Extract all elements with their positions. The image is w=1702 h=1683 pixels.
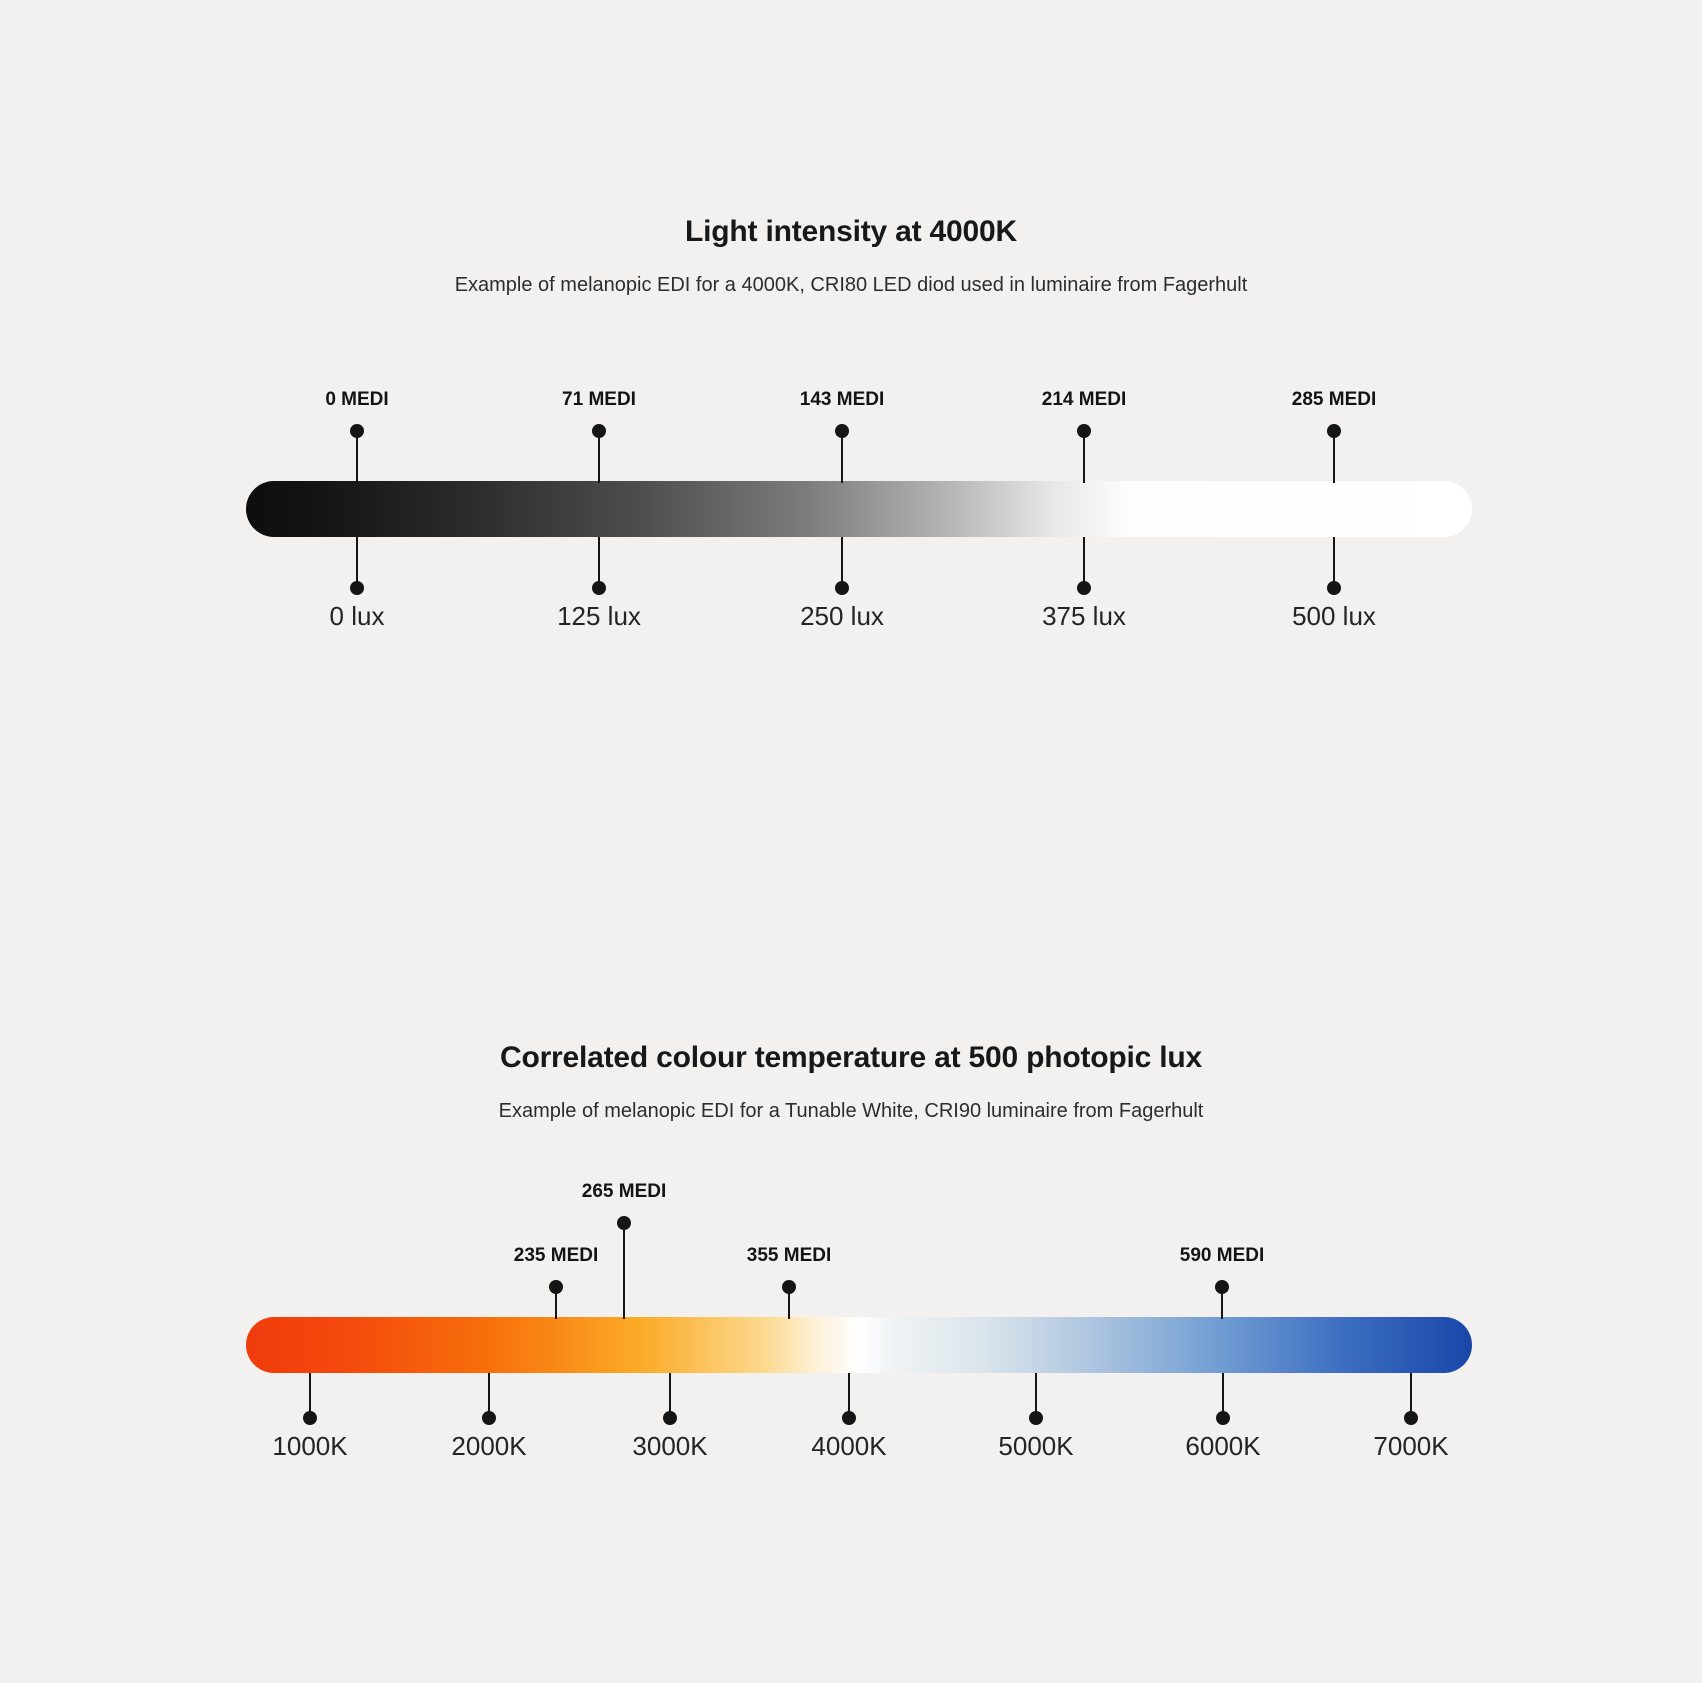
- marker-stem: [1083, 435, 1085, 483]
- cct-gradient-bar: [246, 1317, 1472, 1373]
- marker-dot-icon: [482, 1411, 496, 1425]
- marker-stem: [488, 1373, 490, 1415]
- cct-medi-label-2: 265 MEDI: [581, 1180, 667, 1202]
- chart-title-cct: Correlated colour temperature at 500 photopic lux: [499, 1040, 1203, 1074]
- chart-subtitle-cct: Example of melanopic EDI for a Tunable White, CRI90 luminaire from Fagerhult: [498, 1099, 1204, 1122]
- marker-dot-icon: [1327, 581, 1341, 595]
- chart-correlated-colour-temperature: [0, 1016, 1702, 1535]
- cct-kelvin-label-3: 3000K: [632, 1430, 708, 1461]
- marker-stem: [848, 1373, 850, 1415]
- cct-medi-label-3: 355 MEDI: [746, 1244, 832, 1266]
- intensity-medi-label-4: 214 MEDI: [1041, 388, 1127, 410]
- intensity-gradient-bar: [246, 481, 1472, 537]
- marker-dot-icon: [1216, 1411, 1230, 1425]
- cct-scale-area: [0, 1175, 1702, 1535]
- marker-stem: [1333, 537, 1335, 585]
- intensity-lux-label-4: 375 lux: [1042, 600, 1126, 631]
- intensity-medi-label-2: 71 MEDI: [562, 388, 636, 410]
- marker-stem: [841, 537, 843, 585]
- intensity-lux-label-1: 0 lux: [329, 600, 385, 631]
- marker-stem: [1221, 1287, 1223, 1319]
- marker-dot-icon: [1077, 581, 1091, 595]
- marker-stem: [841, 435, 843, 483]
- marker-stem: [1222, 1373, 1224, 1415]
- cct-kelvin-label-1: 1000K: [272, 1430, 348, 1461]
- cct-kelvin-label-2: 2000K: [451, 1430, 527, 1461]
- intensity-lux-label-5: 500 lux: [1292, 600, 1376, 631]
- marker-stem: [1333, 435, 1335, 483]
- marker-dot-icon: [1404, 1411, 1418, 1425]
- chart-light-intensity: [0, 190, 1702, 679]
- marker-dot-icon: [303, 1411, 317, 1425]
- marker-stem: [598, 537, 600, 585]
- marker-stem: [555, 1287, 557, 1319]
- intensity-medi-label-5: 285 MEDI: [1291, 388, 1377, 410]
- intensity-medi-label-3: 143 MEDI: [799, 388, 885, 410]
- marker-stem: [669, 1373, 671, 1415]
- marker-stem: [623, 1223, 625, 1319]
- marker-stem: [1083, 537, 1085, 585]
- intensity-scale-area: [0, 389, 1702, 679]
- marker-stem: [1410, 1373, 1412, 1415]
- marker-stem: [788, 1287, 790, 1319]
- cct-kelvin-label-6: 6000K: [1185, 1430, 1261, 1461]
- cct-kelvin-label-7: 7000K: [1373, 1430, 1449, 1461]
- marker-stem: [309, 1373, 311, 1415]
- intensity-lux-label-3: 250 lux: [800, 600, 884, 631]
- cct-medi-label-1: 235 MEDI: [513, 1244, 599, 1266]
- marker-dot-icon: [350, 581, 364, 595]
- marker-dot-icon: [835, 581, 849, 595]
- chart-subtitle-intensity: Example of melanopic EDI for a 4000K, CRI80 LED diod used in luminaire from Fagerhult: [454, 273, 1248, 296]
- marker-stem: [356, 537, 358, 585]
- marker-dot-icon: [663, 1411, 677, 1425]
- marker-dot-icon: [1029, 1411, 1043, 1425]
- marker-dot-icon: [592, 581, 606, 595]
- cct-kelvin-label-4: 4000K: [811, 1430, 887, 1461]
- intensity-medi-label-1: 0 MEDI: [325, 388, 389, 410]
- intensity-lux-label-2: 125 lux: [557, 600, 641, 631]
- cct-kelvin-label-5: 5000K: [998, 1430, 1074, 1461]
- marker-dot-icon: [842, 1411, 856, 1425]
- cct-medi-label-4: 590 MEDI: [1179, 1244, 1265, 1266]
- chart-title-intensity: Light intensity at 4000K: [685, 214, 1017, 248]
- marker-stem: [598, 435, 600, 483]
- marker-stem: [1035, 1373, 1037, 1415]
- marker-stem: [356, 435, 358, 483]
